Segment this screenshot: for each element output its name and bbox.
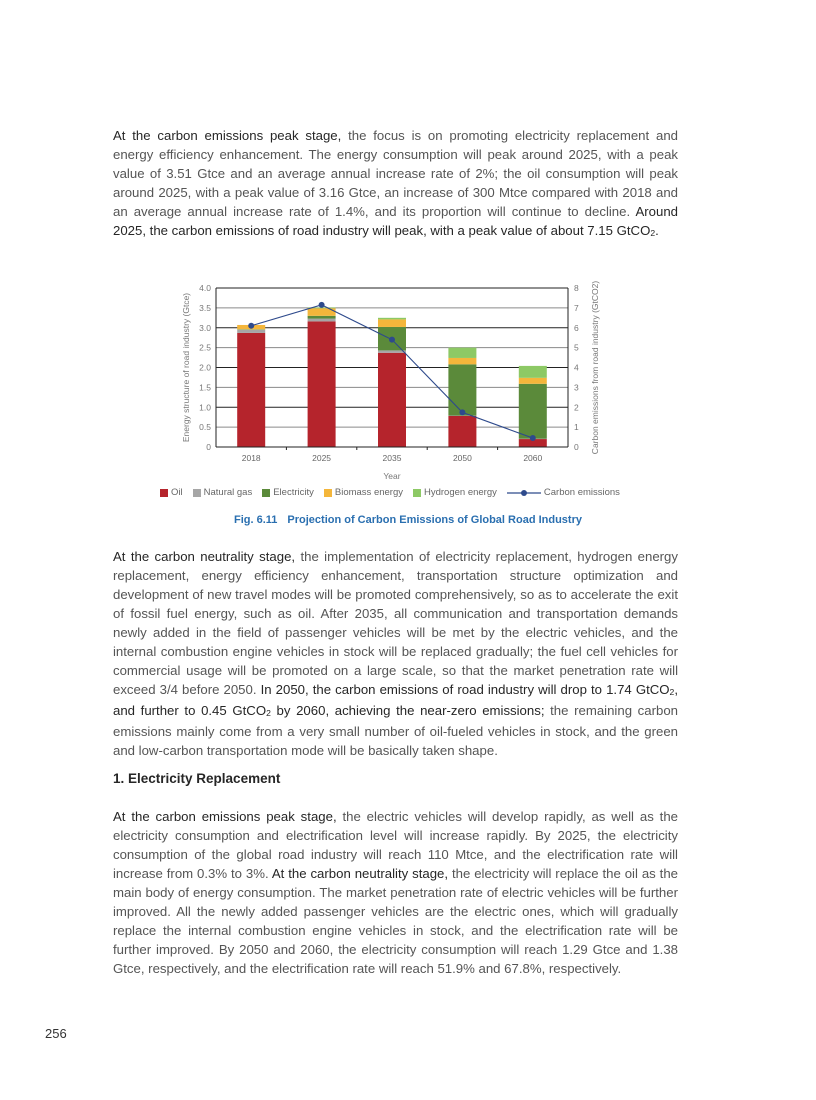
svg-text:8: 8: [574, 283, 579, 293]
svg-text:0.5: 0.5: [199, 422, 211, 433]
legend-hydrogen: Hydrogen energy: [413, 487, 497, 498]
svg-text:Energy structure of road indus: Energy structure of road industry (Gtce): [181, 292, 191, 443]
svg-text:2035: 2035: [382, 453, 402, 463]
energy-structure-chart: [170, 270, 640, 510]
svg-text:2050: 2050: [452, 453, 472, 463]
svg-text:Carbon emissions from road ind: Carbon emissions from road industry (GtCO2): [590, 280, 600, 455]
svg-text:4.0: 4.0: [199, 283, 211, 293]
svg-text:1.0: 1.0: [199, 402, 211, 413]
paragraph-neutrality-stage: At the carbon neutrality stage, the implementation of electricity replacement, hydrogen energy replacement, energy efficiency enhancement, transportation structure optimization and development of new travel modes will be promoted comprehensively, so as to accelerate the exit of fossil fuel energy, such as oil. After 2035, all communication and transportation demands newly added in the field of passenger vehicles will be met by the electric vehicles, and the internal combustion engine vehicles in stock will be replaced gradually; the fuel cell vehicles for commercial usage will be promoted on a large scale, so that the market penetration rate will exceed 3/4 before 2050. In 2050, the carbon emissions of road industry will drop to 1.74 GtCO$_2$, and further to 0.45 GtCO$_2$ by 2060, achieving the near-zero emissions; the remaining carbon emissions mainly come from a very small number of oil-fueled vehicles in stock, and the green and low-carbon transportation mode will be basically taken shape.: [113, 549, 678, 758]
section-heading: 1. Electricity Replacement: [113, 771, 281, 786]
svg-text:7: 7: [574, 302, 579, 313]
legend-natural-gas: Natural gas: [193, 487, 253, 498]
svg-text:2: 2: [574, 402, 579, 413]
figure-caption: Fig. 6.11 Projection of Carbon Emissions of Global Road Industry: [233, 514, 582, 526]
svg-text:1.5: 1.5: [199, 382, 211, 393]
chart-legend: [160, 487, 620, 498]
svg-text:5: 5: [574, 342, 579, 353]
svg-text:1: 1: [574, 422, 579, 433]
svg-text:2.5: 2.5: [199, 342, 211, 353]
svg-text:3: 3: [574, 382, 579, 393]
paragraph-electricity-replacement: At the carbon emissions peak stage, the electric vehicles will develop rapidly, as well as the electricity consumption and electrification level will increase rapidly. By 2025, the electricity consumption of the global road industry will reach 110 Mtce, and the electrification rate will increase from 0.3% to 3%. At the carbon neutrality stage, the electricity will replace the oil as the main body of energy consumption. The market penetration rate of electric vehicles will be further improved. All the newly added passenger vehicles are the electric ones, which will gradually replace the internal combustion engine vehicles in stock, and the electrification rate will be further improved. By 2050 and 2060, the electricity consumption will reach 1.29 Gtce and 1.38 Gtce, respectively, and the electrification rate will reach 51.9% and 67.8%, respectively.: [113, 809, 678, 976]
svg-text:0: 0: [574, 442, 579, 452]
legend-carbon-emissions: Carbon emissions: [507, 487, 620, 498]
svg-text:3.0: 3.0: [199, 322, 211, 333]
legend-oil: Oil: [160, 487, 183, 498]
svg-text:2.0: 2.0: [199, 362, 211, 373]
legend-biomass: Biomass energy: [324, 487, 403, 498]
svg-text:3.5: 3.5: [199, 302, 211, 313]
svg-text:6: 6: [574, 322, 579, 333]
page-number: 256: [45, 1026, 67, 1041]
svg-text:2018: 2018: [241, 453, 261, 463]
svg-text:4: 4: [574, 362, 579, 373]
legend-electricity: Electricity: [262, 487, 314, 498]
svg-text:0: 0: [206, 442, 211, 452]
line-marker-icon: [507, 489, 541, 497]
svg-text:Year: Year: [383, 471, 401, 481]
svg-text:2060: 2060: [523, 453, 543, 463]
svg-text:2025: 2025: [312, 453, 332, 463]
paragraph-peak-stage: At the carbon emissions peak stage, the focus is on promoting electricity replacement and energy efficiency enhancement. The energy consumption will peak around 2025, with a peak value of 3.51 Gtce and an average annual increase rate of 2%; the oil consumption will peak around 2025, with a peak value of 3.16 Gtce, an increase of 300 Mtce compared with 2018 and an average annual increase rate of 1.4%, and its proportion will continue to decline. Around 2025, the carbon emissions of road industry will peak, with a peak value of about 7.15 GtCO$_2$.: [113, 128, 678, 239]
